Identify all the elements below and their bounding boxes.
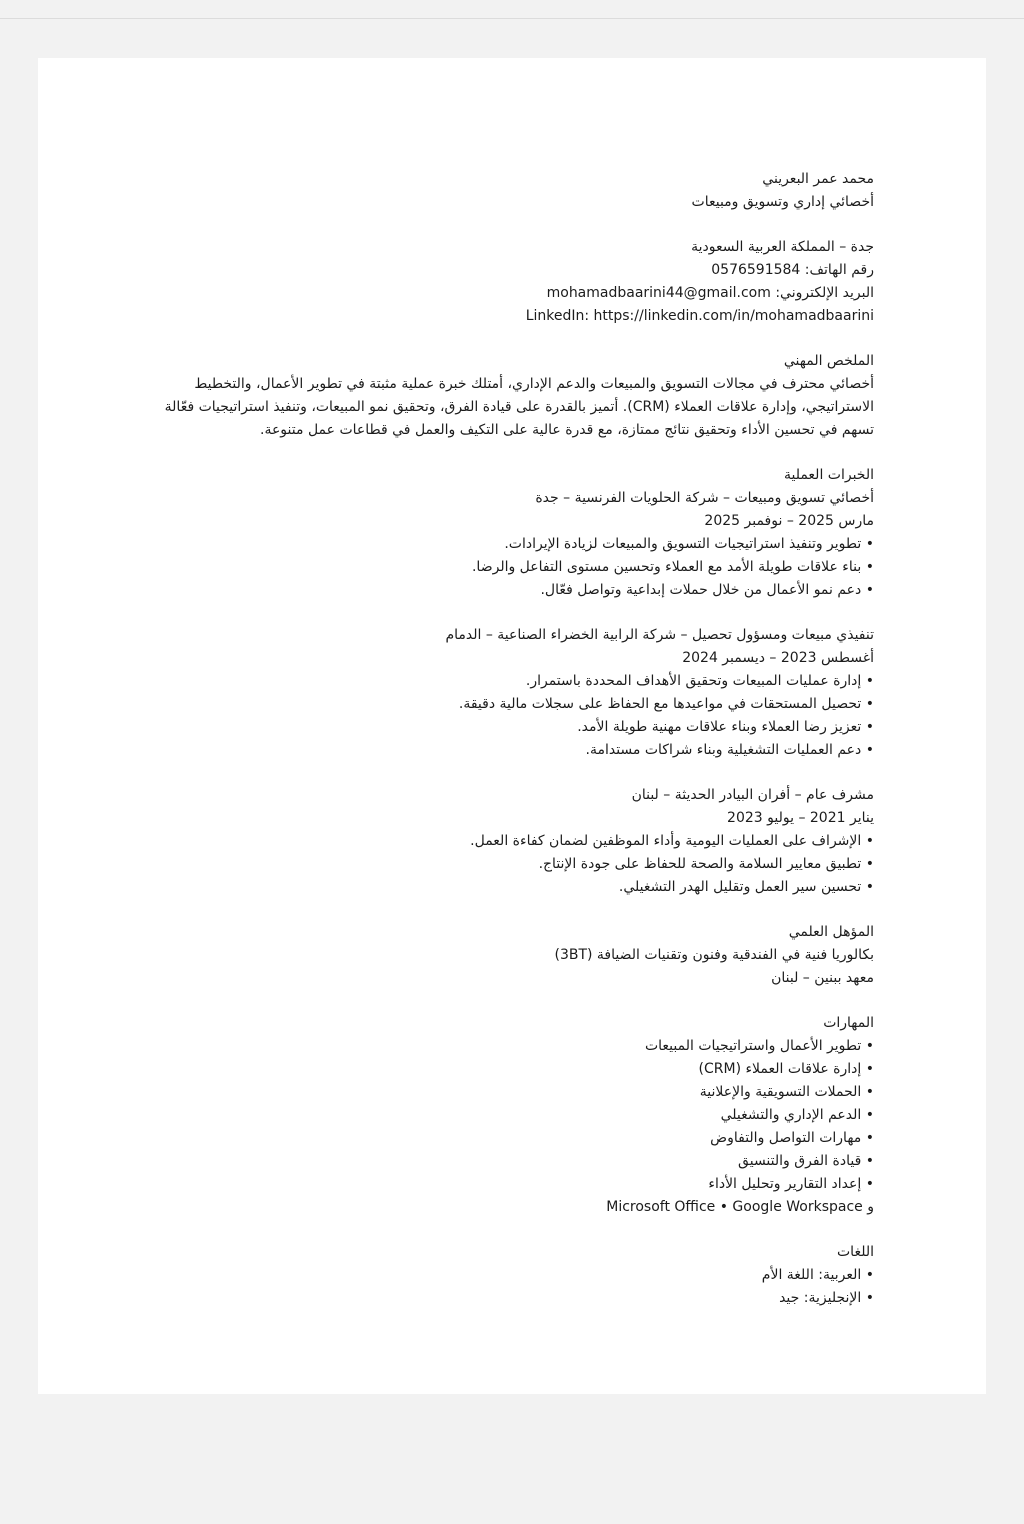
education-heading: المؤهل العلمي [788,924,874,940]
job-title: أخصائي تسويق ومبيعات – شركة الحلويات الفرنسية – جدة [535,490,874,506]
tools-value: Microsoft Office • Google Workspace و [606,1199,874,1215]
skill-item: • الدعم الإداري والتشغيلي [134,1104,874,1127]
job-bullets [134,533,874,602]
contact-phone [134,259,874,282]
job-dates: يناير 2021 – يوليو 2023 [727,810,874,826]
job-bullet: • تعزيز رضا العملاء وبناء علاقات مهنية طويلة الأمد. [134,716,874,739]
skill-item: • إدارة علاقات العملاء (CRM) [134,1058,874,1081]
phone-value: 0576591584 [711,262,801,278]
job-title: تنفيذي مبيعات ومسؤول تحصيل – شركة الرابية الخضراء الصناعية – الدمام [445,627,874,643]
skill-item: • الحملات التسويقية والإعلانية [134,1081,874,1104]
job-title: مشرف عام – أفران البيادر الحديثة – لبنان [631,787,874,803]
person-name: محمد عمر البعريني [762,171,874,187]
skills-tools [134,1196,874,1219]
language-item: • العربية: اللغة الأم [134,1264,874,1287]
resume-content [134,168,874,1310]
experience-heading: الخبرات العملية [783,467,874,483]
job-dates: أغسطس 2023 – ديسمبر 2024 [682,650,874,666]
job-bullets [134,670,874,762]
contact-location: جدة – المملكة العربية السعودية [691,239,874,255]
skills-heading: المهارات [823,1015,874,1031]
contact-linkedin [134,305,874,328]
top-divider [0,18,1024,19]
person-title: أخصائي إداري وتسويق ومبيعات [691,194,874,210]
email-label: البريد الإلكتروني: [775,285,874,301]
linkedin-value: LinkedIn: https://linkedin.com/in/mohamadbaarini [525,308,874,324]
job-bullet: • تطبيق معايير السلامة والصحة للحفاظ على جودة الإنتاج. [134,853,874,876]
skill-item: • قيادة الفرق والتنسيق [134,1150,874,1173]
job-bullet: • بناء علاقات طويلة الأمد مع العملاء وتحسين مستوى التفاعل والرضا. [134,556,874,579]
job-bullet: • دعم العمليات التشغيلية وبناء شراكات مستدامة. [134,739,874,762]
language-item: • الإنجليزية: جيد [134,1287,874,1310]
email-value: mohamadbaarini44@gmail.com [546,285,771,301]
document-page [38,58,986,1394]
languages-heading: اللغات [837,1244,874,1260]
job-bullet: • تحصيل المستحقات في مواعيدها مع الحفاظ على سجلات مالية دقيقة. [134,693,874,716]
skill-item: • تطوير الأعمال واستراتيجيات المبيعات [134,1035,874,1058]
contact-email [134,282,874,305]
job-bullets [134,830,874,899]
job-2 [134,624,874,762]
skills-list [134,1035,874,1196]
education-institute: معهد ببنين – لبنان [771,970,874,986]
education-degree: بكالوريا فنية في الفندقية وفنون وتقنيات الضيافة (3BT) [554,947,874,963]
job-3 [134,784,874,899]
job-dates: مارس 2025 – نوفمبر 2025 [704,513,874,529]
summary-text: أخصائي محترف في مجالات التسويق والمبيعات والدعم الإداري، أمتلك خبرة عملية مثبتة في تطوير الأعمال، والتخطيط الاستراتيجي، وإدارة علاقات العملاء (CRM). أتميز بالقدرة على قيادة الفرق، وتحقيق نمو المبيعات، وتنفيذ استراتيجيات فعّالة تسهم في تحسين الأداء وتحقيق نتائج ممتازة، مع قدرة عالية على التكيف والعمل في قطاعات عمل متنوعة. [164,376,874,438]
summary-heading: الملخص المهني [783,353,874,369]
job-bullet: • تطوير وتنفيذ استراتيجيات التسويق والمبيعات لزيادة الإيرادات. [134,533,874,556]
job-1 [134,487,874,602]
skill-item: • إعداد التقارير وتحليل الأداء [134,1173,874,1196]
skill-item: • مهارات التواصل والتفاوض [134,1127,874,1150]
job-bullet: • الإشراف على العمليات اليومية وأداء الموظفين لضمان كفاءة العمل. [134,830,874,853]
job-bullet: • إدارة عمليات المبيعات وتحقيق الأهداف المحددة باستمرار. [134,670,874,693]
job-bullet: • دعم نمو الأعمال من خلال حملات إبداعية وتواصل فعّال. [134,579,874,602]
languages-list [134,1264,874,1310]
job-bullet: • تحسين سير العمل وتقليل الهدر التشغيلي. [134,876,874,899]
phone-label: رقم الهاتف: [804,262,874,278]
